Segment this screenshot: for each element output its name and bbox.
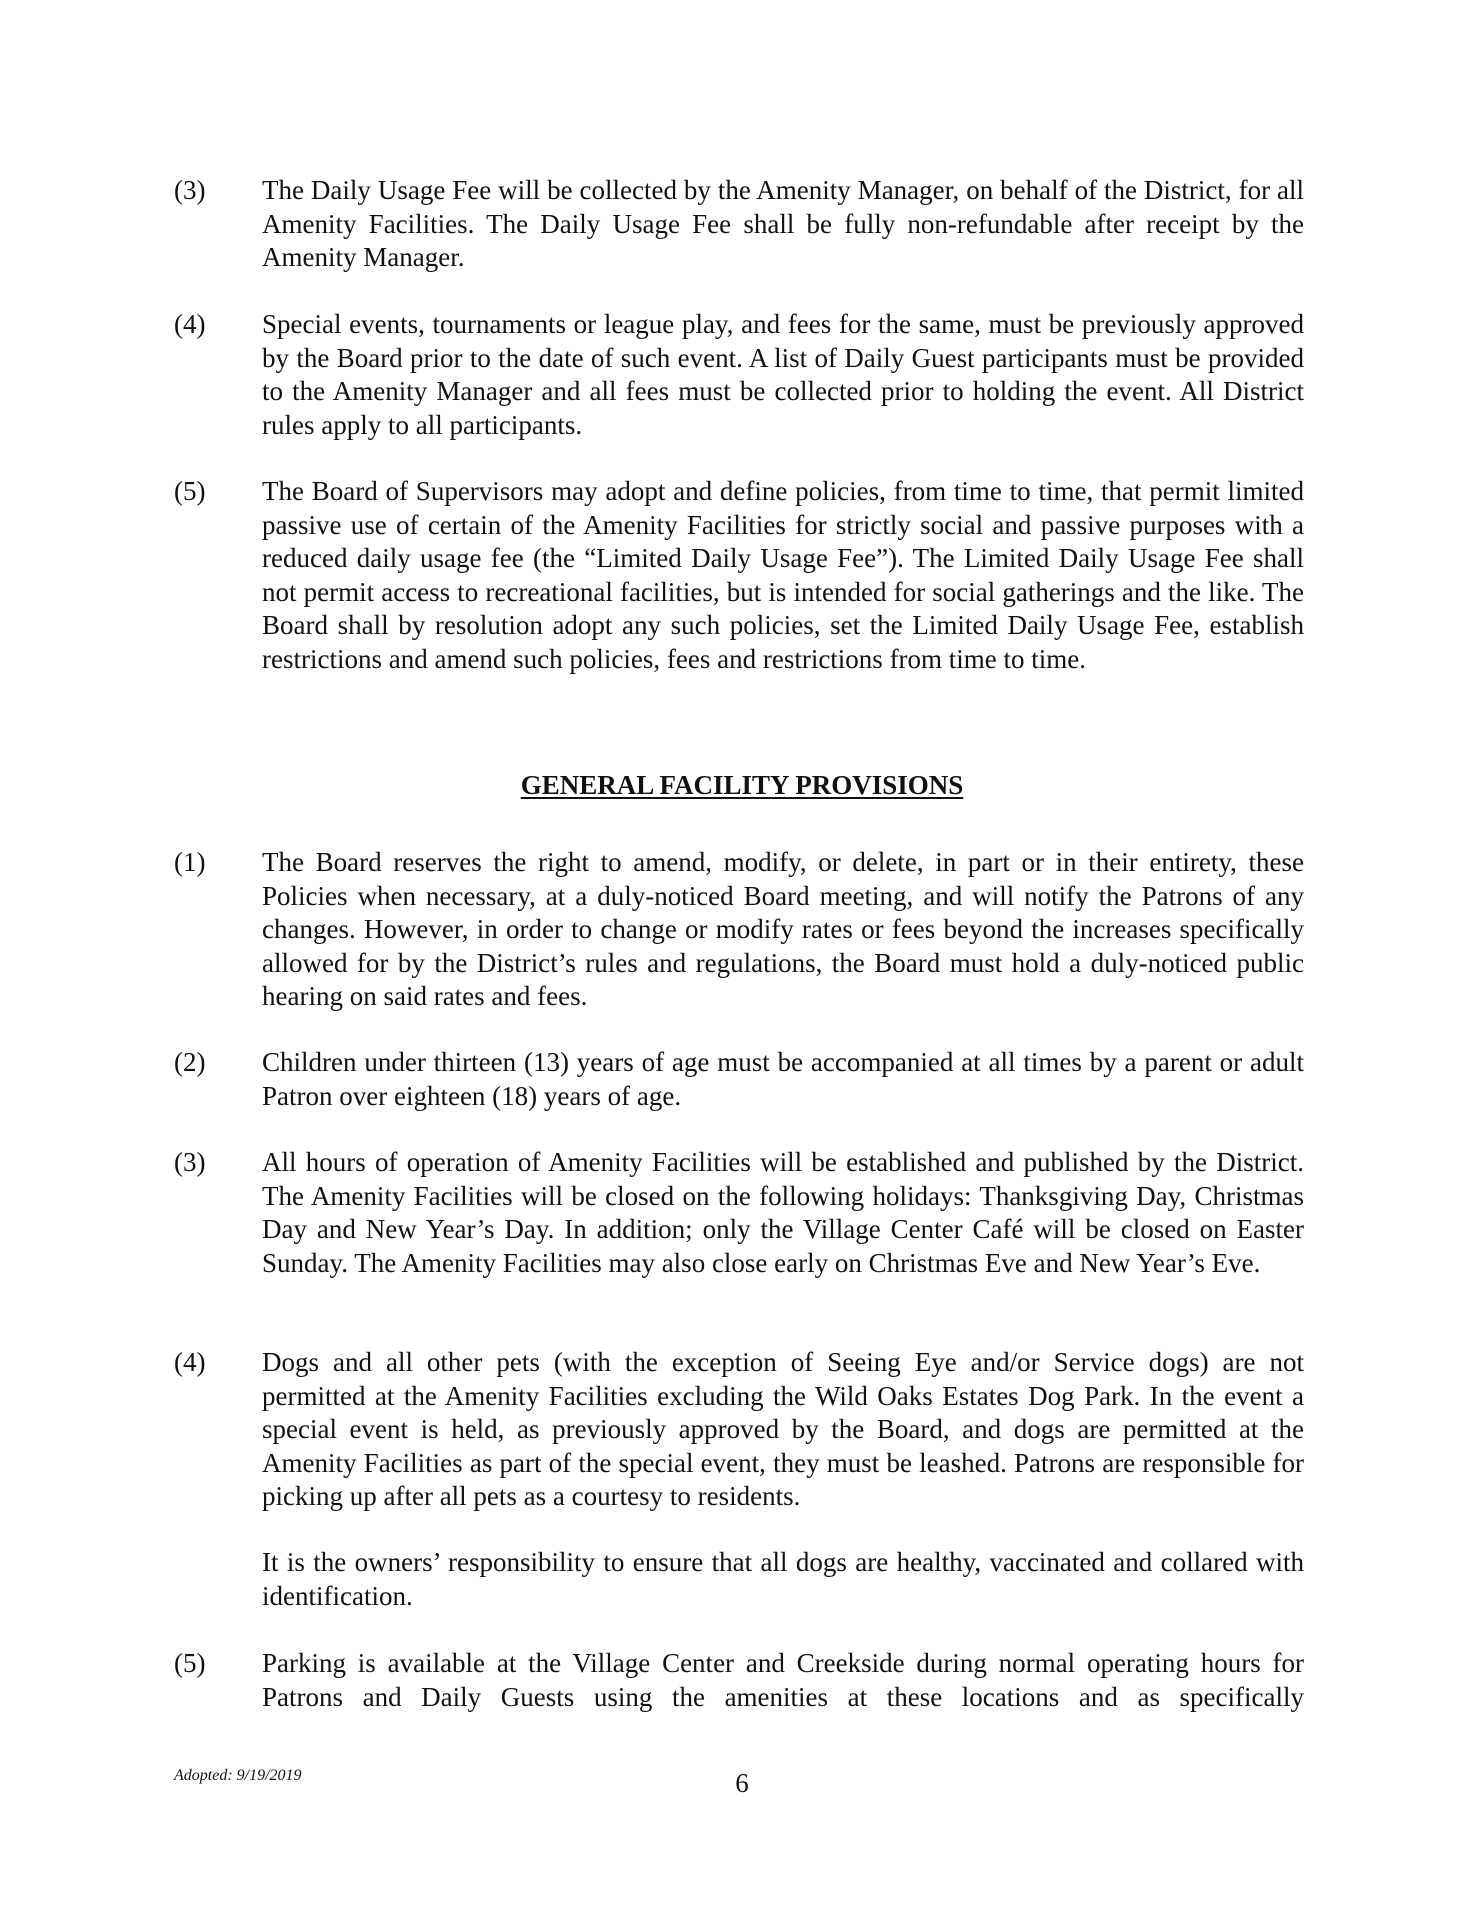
paragraph-text: Parking is available at the Village Center and Creekside during normal operating hours for Patrons and Daily Guests using the amenities at these locations and as specifically — [262, 1648, 1304, 1712]
section-heading: GENERAL FACILITY PROVISIONS — [520, 770, 964, 800]
paragraph-number: (5) — [174, 476, 206, 506]
paragraph-continuation: It is the owners’ responsibility to ensure that all dogs are healthy, vaccinated and collared with identification. — [262, 1547, 1304, 1611]
paragraph-number: (4) — [174, 309, 206, 339]
paragraph-text: Children under thirteen (13) years of age must be accompanied at all times by a parent or adult Patron over eighteen (18) years of age. — [262, 1047, 1304, 1111]
paragraph-number: (3) — [174, 175, 206, 205]
paragraph-text: The Board reserves the right to amend, modify, or delete, in part or in their entirety, these Policies when necessary, at a duly-noticed Board meeting, and will notify the Patrons of any changes. However, in order to change or modify rates or fees beyond the increases specifically allowed for by the District’s rules and regulations, the Board must hold a duly-noticed public hearing on said rates and fees. — [262, 847, 1304, 1011]
page-number: 6 — [735, 1768, 749, 1798]
paragraph-number: (4) — [174, 1347, 206, 1377]
paragraph-text: The Board of Supervisors may adopt and define policies, from time to time, that permit limited passive use of certain of the Amenity Facilities for strictly social and passive purposes with a reduced daily usage fee (the “Limited Daily Usage Fee”). The Limited Daily Usage Fee shall not permit access to recreational facilities, but is intended for social gatherings and the like. The Board shall by resolution adopt any such policies, set the Limited Daily Usage Fee, establish restrictions and amend such policies, fees and restrictions from time to time. — [262, 476, 1304, 674]
footer-adopted-date: Adopted: 9/19/2019 — [174, 1767, 302, 1784]
paragraph-number: (2) — [174, 1047, 206, 1077]
paragraph-number: (5) — [174, 1648, 206, 1678]
paragraph-text: All hours of operation of Amenity Facilities will be established and published by the District. The Amenity Facilities will be closed on the following holidays: Thanksgiving Day, Christmas Day and New Year’s Day. In addition; only the Village Center Café will be closed on Easter Sunday. The Amenity Facilities may also close early on Christmas Eve and New Year’s Eve. — [262, 1147, 1304, 1278]
paragraph-text: Dogs and all other pets (with the exception of Seeing Eye and/or Service dogs) are not permitted at the Amenity Facilities excluding the Wild Oaks Estates Dog Park. In the event a special event is held, as previously approved by the Board, and dogs are permitted at the Amenity Facilities as part of the special event, they must be leashed. Patrons are responsible for picking up after all pets as a courtesy to residents. — [262, 1347, 1304, 1511]
paragraph-text: Special events, tournaments or league play, and fees for the same, must be previously approved by the Board prior to the date of such event. A list of Daily Guest participants must be provided to the Amenity Manager and all fees must be collected prior to holding the event. All District rules apply to all participants. — [262, 309, 1304, 440]
paragraph-number: (1) — [174, 847, 206, 877]
paragraph-number: (3) — [174, 1147, 206, 1177]
paragraph-text: The Daily Usage Fee will be collected by the Amenity Manager, on behalf of the District, for all Amenity Facilities. The Daily Usage Fee shall be fully non-refundable after receipt by the Amenity Manager. — [262, 175, 1304, 272]
